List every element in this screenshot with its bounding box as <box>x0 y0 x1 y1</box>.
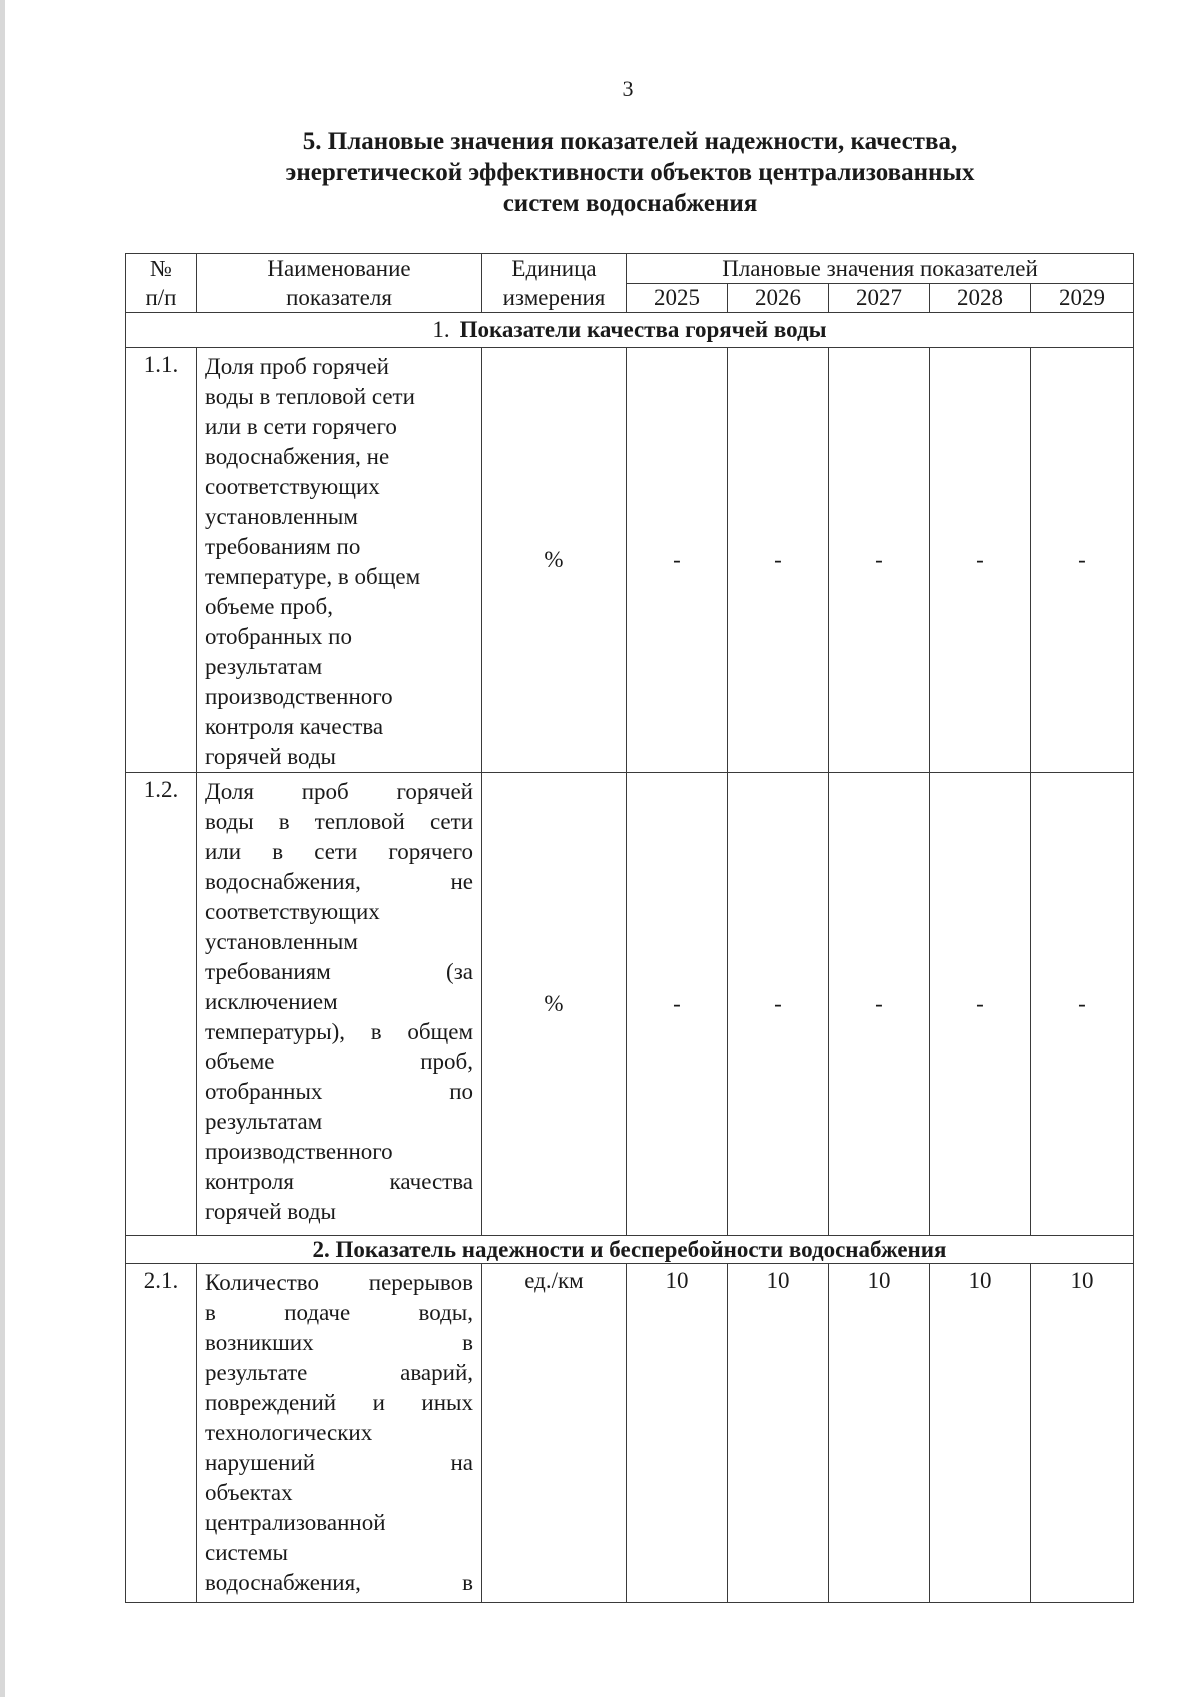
header-year: 2026 <box>728 284 829 313</box>
indicator-name-line: соответствующих <box>205 899 380 924</box>
indicator-name <box>197 348 482 773</box>
indicator-name-line: объеме проб, <box>205 1049 473 1074</box>
header-unit <box>482 254 627 313</box>
indicator-name-line: температуры), в общем <box>205 1019 473 1044</box>
indicator-name-line: водоснабжения, в <box>205 1570 473 1595</box>
table-row <box>126 1264 1134 1603</box>
row-number: 1.1. <box>126 348 197 773</box>
value-cell: - <box>1031 773 1134 1236</box>
indicator-name <box>197 1264 482 1603</box>
unit-cell: % <box>482 348 627 773</box>
scan-edge <box>0 0 5 1697</box>
value-cell: - <box>627 348 728 773</box>
value-cell: 10 <box>1031 1264 1134 1603</box>
indicator-name-line: в подаче воды, <box>205 1300 473 1325</box>
section-row <box>126 1236 1134 1264</box>
table-row <box>126 348 1134 773</box>
indicator-name-line: установленным <box>205 504 358 529</box>
header-number-line: п/п <box>145 285 177 310</box>
indicator-name-line: системы <box>205 1540 288 1565</box>
header-row <box>126 254 1134 284</box>
section-heading: 2. Показатель надежности и бесперебойности водоснабжения <box>126 1236 1134 1264</box>
title-line: 5. Плановые значения показателей надежности, качества, <box>302 128 958 155</box>
indicator-name-line: нарушений на <box>205 1450 473 1475</box>
indicator-name-line: результатам <box>205 654 323 679</box>
indicator-name-line: соответствующих <box>205 474 380 499</box>
section-number: 1. <box>432 317 450 342</box>
indicator-name-line: или в сети горячего <box>205 839 473 864</box>
header-name-line: показателя <box>286 285 392 310</box>
section-heading <box>126 313 1134 348</box>
indicator-name-line: результатам <box>205 1109 323 1134</box>
section-row <box>126 313 1134 348</box>
unit-cell: % <box>482 773 627 1236</box>
header-year: 2027 <box>829 284 930 313</box>
header-name-line: Наименование <box>267 256 411 281</box>
indicator-name-line: возникших в <box>205 1330 473 1355</box>
value-cell: 10 <box>930 1264 1031 1603</box>
indicator-name-line: водоснабжения, не <box>205 869 473 894</box>
header-number <box>126 254 197 313</box>
table-row <box>126 773 1134 1236</box>
indicator-name-line: контроля качества <box>205 1169 473 1194</box>
value-cell: 10 <box>627 1264 728 1603</box>
value-cell: - <box>728 773 829 1236</box>
indicator-name-line: исключением <box>205 989 338 1014</box>
indicator-name-line: Доля проб горячей <box>205 779 473 804</box>
header-year: 2029 <box>1031 284 1134 313</box>
indicator-name-line: требованиям (за <box>205 959 473 984</box>
indicator-name-line: Доля проб горячей <box>205 354 389 379</box>
header-number-line: № <box>150 256 172 281</box>
indicator-name-line: централизованной <box>205 1510 386 1535</box>
page-number: 3 <box>622 76 634 101</box>
indicator-name-line: технологических <box>205 1420 373 1445</box>
indicator-name-line: объеме проб, <box>205 594 334 619</box>
indicator-name-line: контроля качества <box>205 714 384 739</box>
header-unit-line: Единица <box>511 256 597 281</box>
row-number: 1.2. <box>126 773 197 1236</box>
indicator-name-line: объектах <box>205 1480 293 1505</box>
indicator-name-line: производственного <box>205 684 393 709</box>
value-cell: 10 <box>829 1264 930 1603</box>
indicator-name <box>197 773 482 1236</box>
value-cell: 10 <box>728 1264 829 1603</box>
value-cell: - <box>1031 348 1134 773</box>
indicator-name-line: производственного <box>205 1139 393 1164</box>
indicator-name-line: воды в тепловой сети <box>205 384 415 409</box>
row-number: 2.1. <box>126 1264 197 1603</box>
section-title-text: Показатели качества горячей воды <box>459 317 827 342</box>
indicators-table <box>125 253 1134 1603</box>
value-cell: - <box>930 348 1031 773</box>
unit-cell: ед./км <box>482 1264 627 1603</box>
indicator-name-line: или в сети горячего <box>205 414 397 439</box>
indicator-name-line: водоснабжения, не <box>205 444 390 469</box>
header-unit-line: измерения <box>502 285 606 310</box>
value-cell: - <box>829 773 930 1236</box>
indicator-name-line: температуре, в общем <box>205 564 421 589</box>
value-cell: - <box>627 773 728 1236</box>
section-title <box>180 126 1080 219</box>
indicator-name-line: требованиям по <box>205 534 361 559</box>
value-cell: - <box>930 773 1031 1236</box>
header-year: 2025 <box>627 284 728 313</box>
title-line: систем водоснабжения <box>502 190 758 217</box>
header-year: 2028 <box>930 284 1031 313</box>
indicator-name-line: установленным <box>205 929 358 954</box>
title-line: энергетической эффективности объектов централизованных <box>285 159 975 186</box>
indicator-name-line: повреждений и иных <box>205 1390 473 1415</box>
header-planned: Плановые значения показателей <box>627 254 1134 284</box>
indicator-name-line: горячей воды <box>205 1199 336 1224</box>
value-cell: - <box>829 348 930 773</box>
indicator-name-line: отобранных по <box>205 624 352 649</box>
indicator-name-line: результате аварий, <box>205 1360 473 1385</box>
header-name <box>197 254 482 313</box>
value-cell: - <box>728 348 829 773</box>
indicator-name-line: горячей воды <box>205 744 336 769</box>
indicator-name-line: отобранных по <box>205 1079 473 1104</box>
indicator-name-line: воды в тепловой сети <box>205 809 473 834</box>
indicator-name-line: Количество перерывов <box>205 1270 473 1295</box>
